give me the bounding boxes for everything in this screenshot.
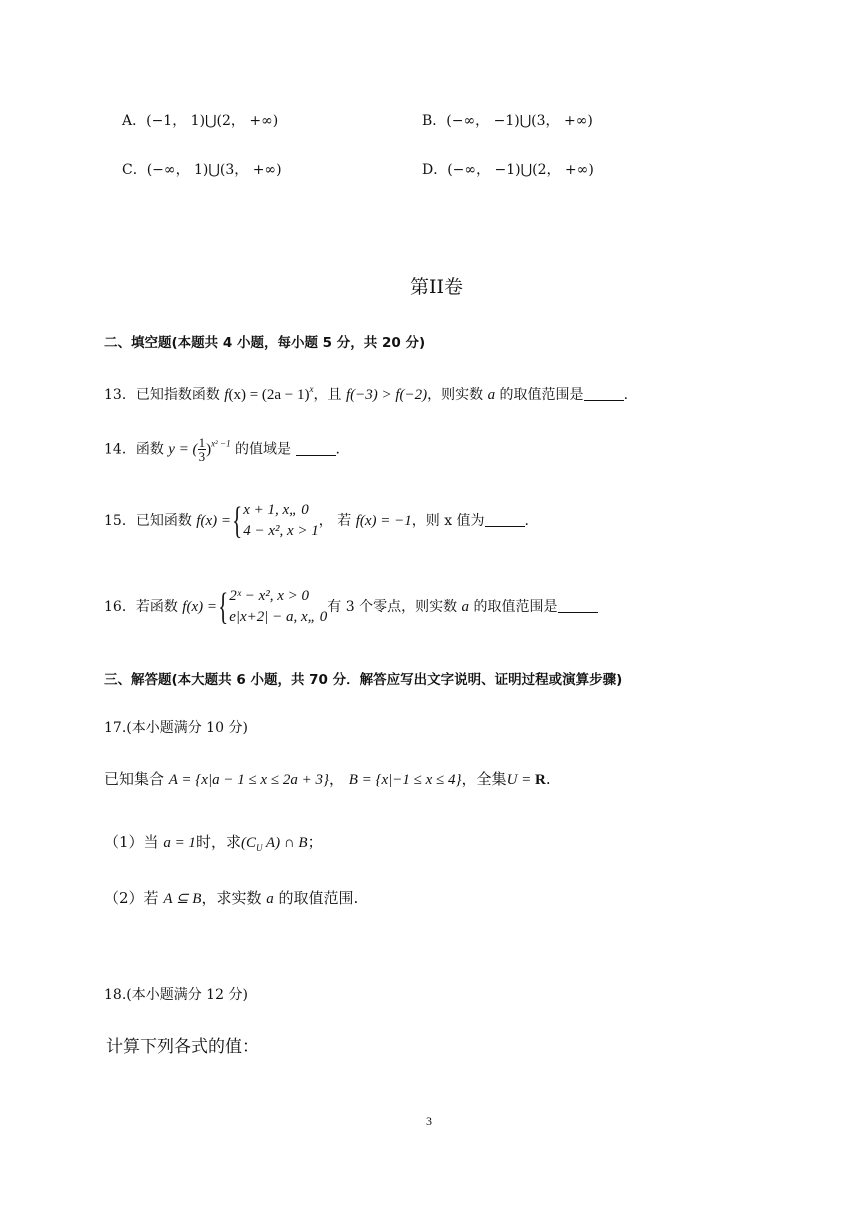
- answer-blank: [584, 387, 624, 401]
- left-brace-icon: {: [218, 586, 229, 628]
- answer-heading: 三、解答题(本大题共 6 小题，共 70 分．解答应写出文字说明、证明过程或演算步骤): [104, 672, 623, 688]
- option-b: B．(−∞， −1)⋃(3， +∞): [422, 113, 593, 129]
- piecewise-cases: 2ˣ − x², x > 0 e|x+2| − a, x„ 0: [229, 588, 328, 625]
- page-number: 3: [426, 1114, 432, 1128]
- question-18-body: 计算下列各式的值：: [106, 1037, 259, 1057]
- question-17-title: 17.(本小题满分 10 分): [104, 720, 248, 736]
- option-d: D．(−∞， −1)⋃(2， +∞): [422, 162, 594, 178]
- fill-in-heading: 二、填空题(本题共 4 小题，每小题 5 分，共 20 分): [104, 335, 426, 351]
- answer-blank: [485, 513, 525, 527]
- question-18-title: 18.(本小题满分 12 分): [104, 987, 248, 1003]
- section-title: 第II卷: [410, 276, 464, 298]
- question-16: 16．若函数 f(x) ={ 2ˣ − x², x > 0 e|x+2| − a, x„ 0 有 3 个零点，则实数 a 的取值范围是: [104, 586, 598, 628]
- left-brace-icon: {: [232, 500, 243, 542]
- question-17-stem: 已知集合 A = {x|a − 1 ≤ x ≤ 2a + 3}， B = {x|−1 ≤ x ≤ 4}，全集U = R.: [104, 770, 551, 788]
- option-a: A．(−1， 1)⋃(2， +∞): [122, 113, 279, 129]
- fraction-one-third: $\frac{1}{3}$: [198, 435, 206, 464]
- question-13: 13．已知指数函数 $f(x) = (2a - 1)^x$，且 f(−3) > f(−2)，则实数 a 的取值范围是 .: [104, 384, 629, 403]
- question-14: 14．函数 y = ( $\frac{1}{3}$ )$^{x^2 -1}$ 的值域是 .: [104, 435, 340, 464]
- piecewise-cases: x + 1, x„ 0 4 − x², x > 1: [243, 502, 319, 539]
- question-17-part-1: （1）当 a = 1时，求($C_U$ A) ∩ B；: [104, 833, 323, 853]
- question-15: 15．已知函数 f(x) ={ x + 1, x„ 0 4 − x², x > 1 ， 若 f(x) = −1，则 x 值为 .: [104, 500, 529, 542]
- answer-blank: [296, 442, 336, 456]
- option-c: C．(−∞， 1)⋃(3， +∞): [122, 162, 282, 178]
- answer-blank: [558, 599, 598, 613]
- question-17-part-2: （2）若 A ⊆ B，求实数 a 的取值范围.: [104, 889, 359, 907]
